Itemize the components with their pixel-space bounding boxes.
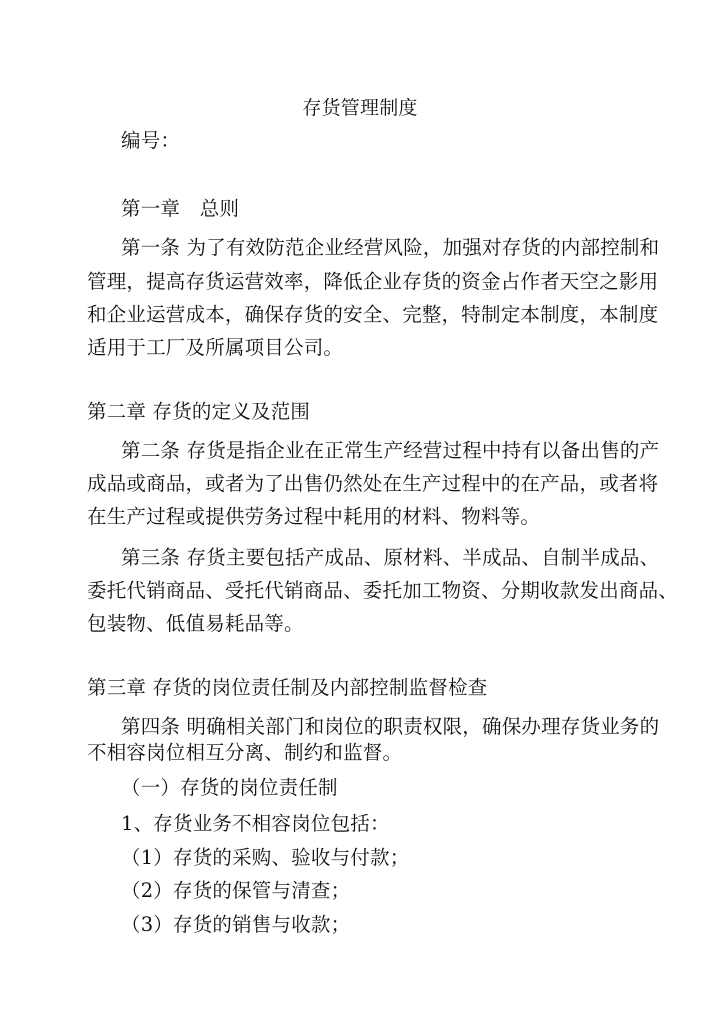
chapter-2-heading: 第二章 存货的定义及范围 — [87, 400, 311, 423]
article-2-line-2: 成品或商品，或者为了出售仍然处在生产过程中的在产品，或者将 — [87, 472, 659, 495]
section-1-heading: （一）存货的岗位责任制 — [121, 776, 338, 799]
article-1-line-4: 适用于工厂及所属项目公司。 — [87, 336, 344, 359]
article-3-line-2: 委托代销商品、受托代销商品、委托加工物资、分期收款发出商品、 — [87, 579, 679, 602]
sub-item-3: （3）存货的销售与收款； — [121, 913, 351, 936]
article-4-line-2: 不相容岗位相互分离、制约和监督。 — [87, 741, 403, 764]
article-2-line-1: 第二条 存货是指企业在正常生产经营过程中持有以备出售的产 — [121, 439, 660, 462]
article-1-line-3: 和企业运营成本，确保存货的安全、完整，特制定本制度，本制度 — [87, 303, 659, 326]
sub-item-1: （1）存货的采购、验收与付款； — [121, 846, 410, 869]
article-4-line-1: 第四条 明确相关部门和岗位的职责权限，确保办理存货业务的 — [121, 715, 660, 738]
sub-item-2: （2）存货的保管与清查； — [121, 879, 351, 902]
number-label: 编号： — [121, 129, 181, 152]
article-3-line-3: 包装物、低值易耗品等。 — [87, 612, 304, 635]
article-1-line-1: 第一条 为了有效防范企业经营风险，加强对存货的内部控制和 — [121, 236, 660, 259]
article-3-line-1: 第三条 存货主要包括产成品、原材料、半成品、自制半成品、 — [121, 546, 660, 569]
article-1-line-2: 管理，提高存货运营效率，降低企业存货的资金占作者天空之影用 — [87, 270, 659, 293]
item-1: 1、存货业务不相容岗位包括： — [121, 812, 390, 835]
article-2-line-3: 在生产过程或提供劳务过程中耗用的材料、物料等。 — [87, 505, 541, 528]
document-title: 存货管理制度 — [302, 97, 418, 119]
chapter-3-heading: 第三章 存货的岗位责任制及内部控制监督检查 — [87, 676, 488, 699]
chapter-1-heading: 第一章 总则 — [121, 197, 240, 220]
